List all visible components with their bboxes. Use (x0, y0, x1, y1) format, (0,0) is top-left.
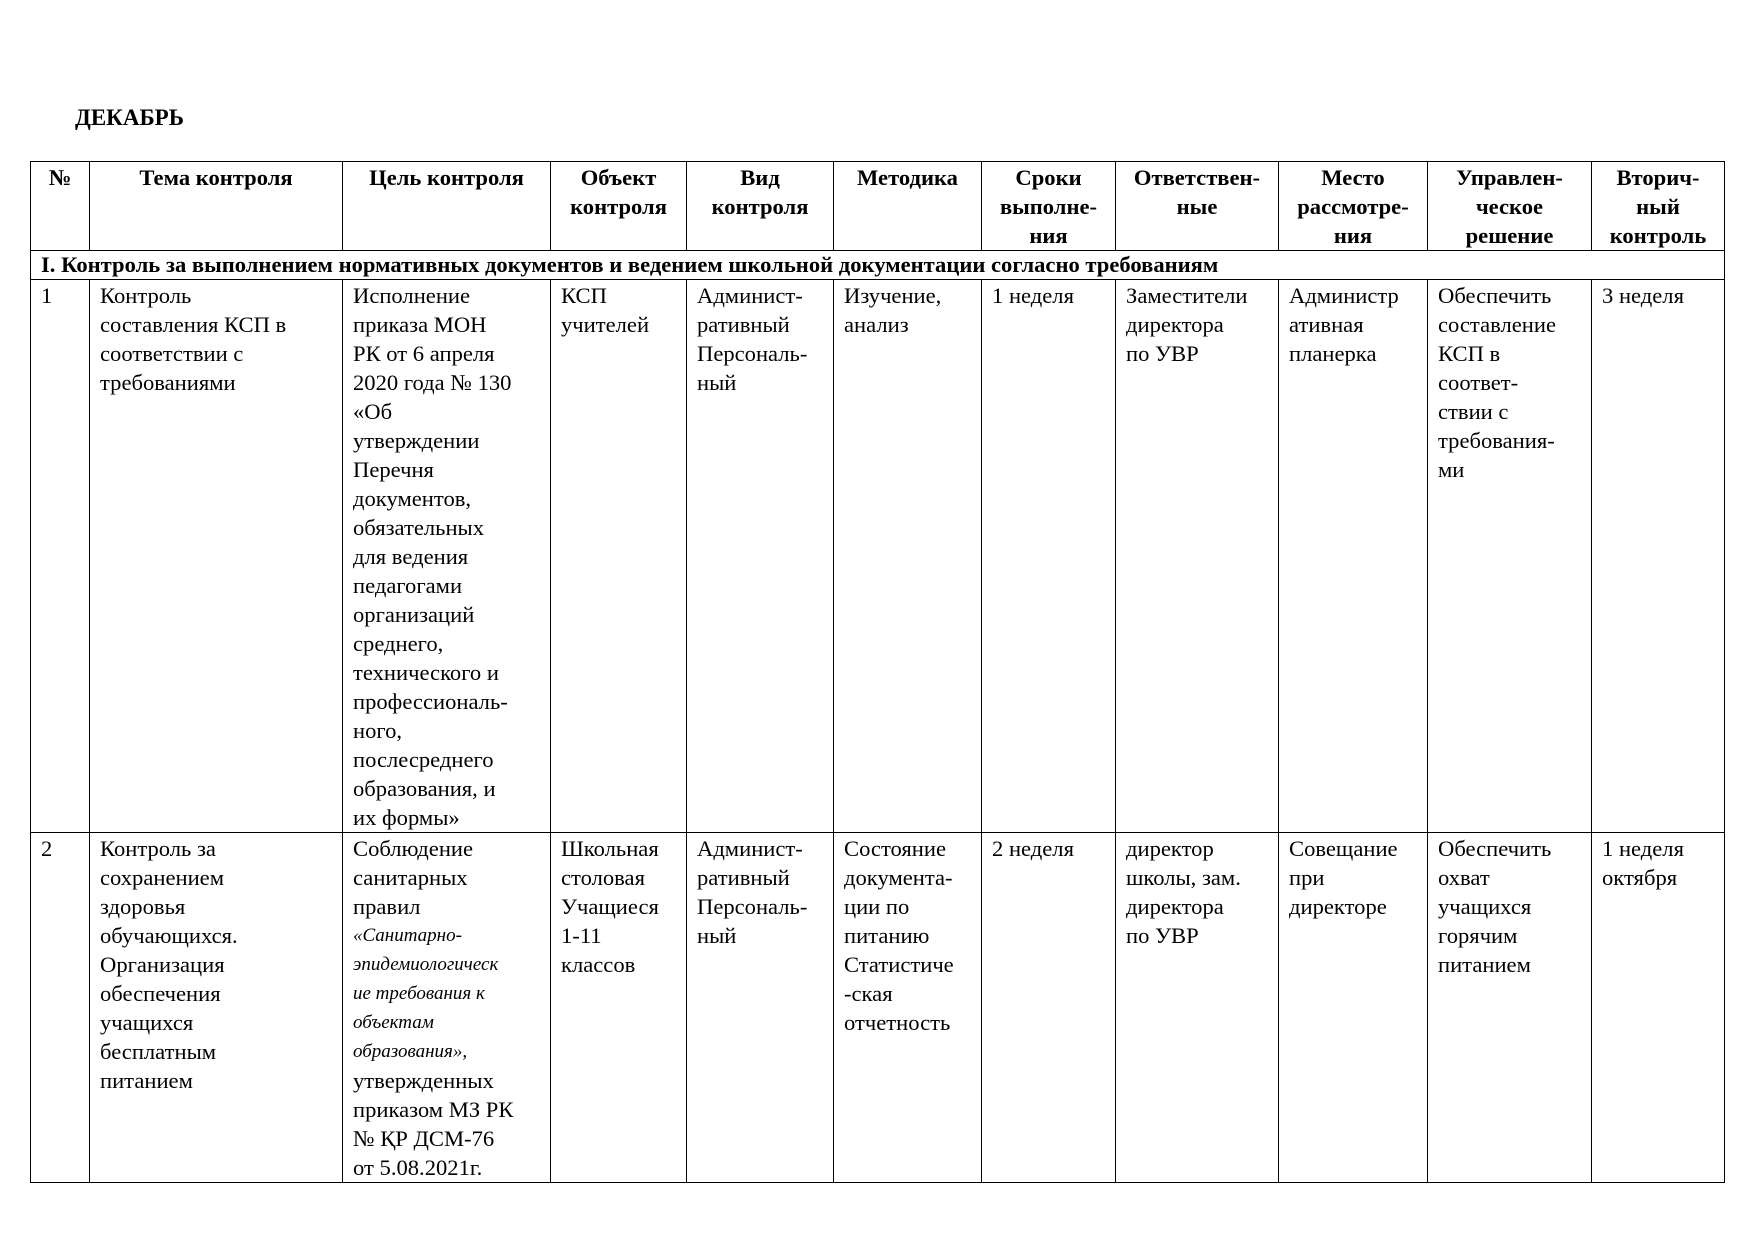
cell-line: отчетность (844, 1010, 951, 1035)
column-header-decision (1428, 162, 1592, 251)
cell-line: приказа МОН (353, 312, 487, 337)
column-header-object (551, 162, 687, 251)
cell-line: санитарных (353, 865, 468, 890)
cell-line: питанием (1438, 952, 1531, 977)
cell-line: 3 неделя (1602, 283, 1684, 308)
cell-line: документов, (353, 486, 472, 511)
cell-decision (1428, 833, 1592, 1183)
column-header-line: ный (1636, 194, 1680, 219)
cell-num (31, 280, 90, 833)
cell-line: организаций (353, 602, 475, 627)
cell-line: питанием (100, 1068, 193, 1093)
cell-topic (90, 280, 343, 833)
column-header-line: контроль (1609, 223, 1707, 248)
table-header-row (31, 162, 1725, 251)
column-header-line: ческое (1475, 194, 1544, 219)
cell-line: здоровья (100, 894, 186, 919)
column-header-deadline (982, 162, 1116, 251)
cell-deadline (982, 833, 1116, 1183)
cell-secondary (1592, 833, 1725, 1183)
cell-line: образования», (353, 1041, 468, 1062)
column-header-responsible (1116, 162, 1279, 251)
column-header-line: Тема контроля (139, 165, 293, 190)
cell-line: директоре (1289, 894, 1387, 919)
cell-line: ции по (844, 894, 910, 919)
cell-line: Перечня (353, 457, 434, 482)
cell-line: учащихся (100, 1010, 194, 1035)
cell-line: КСП в (1438, 341, 1501, 366)
cell-line: документа- (844, 865, 953, 890)
cell-line: от 5.08.2021г. (353, 1155, 483, 1180)
cell-object (551, 833, 687, 1183)
cell-line: 2 неделя (992, 836, 1074, 861)
cell-line: 1 неделя (992, 283, 1074, 308)
cell-line: образования, и (353, 776, 496, 801)
cell-line: эпидемиологическ (353, 954, 499, 975)
cell-line: ративный (697, 865, 790, 890)
column-header-venue (1279, 162, 1428, 251)
cell-responsible (1116, 280, 1279, 833)
cell-line: для ведения (353, 544, 469, 569)
cell-line: ный (697, 370, 737, 395)
cell-line: требования- (1438, 428, 1555, 453)
cell-line: Обеспечить (1438, 283, 1552, 308)
cell-line: Совещание (1289, 836, 1398, 861)
cell-line: объектам (353, 1012, 434, 1033)
cell-line: технического и (353, 660, 499, 685)
cell-line: утвержденных (353, 1068, 494, 1093)
cell-responsible (1116, 833, 1279, 1183)
cell-deadline (982, 280, 1116, 833)
column-header-line: Вторич- (1616, 165, 1700, 190)
cell-line: Организация (100, 952, 225, 977)
cell-method (834, 833, 982, 1183)
cell-line: обеспечения (100, 981, 221, 1006)
cell-method (834, 280, 982, 833)
cell-line: Контроль (100, 283, 192, 308)
cell-line: директор (1126, 836, 1214, 861)
column-header-method (834, 162, 982, 251)
column-header-line: решение (1465, 223, 1554, 248)
column-header-secondary (1592, 162, 1725, 251)
control-plan-table (30, 161, 1725, 1183)
cell-line: Персональ- (697, 341, 808, 366)
cell-line: педагогами (353, 573, 463, 598)
cell-line: сохранением (100, 865, 225, 890)
cell-line: Персональ- (697, 894, 808, 919)
cell-line: послесреднего (353, 747, 494, 772)
cell-line: среднего, (353, 631, 444, 656)
cell-line: ативная (1289, 312, 1364, 337)
column-header-line: ния (1333, 223, 1373, 248)
column-header-line: контроля (711, 194, 809, 219)
column-header-line: ния (1029, 223, 1068, 248)
column-header-line: Место (1321, 165, 1385, 190)
cell-line: РК от 6 апреля (353, 341, 495, 366)
cell-line: горячим (1438, 923, 1518, 948)
cell-line: Админист- (697, 836, 803, 861)
cell-line: «Об (353, 399, 393, 424)
cell-line: Статистиче (844, 952, 954, 977)
cell-line: Админист- (697, 283, 803, 308)
cell-line: составления КСП в (100, 312, 287, 337)
cell-line: директора (1126, 312, 1224, 337)
column-header-line: контроля (570, 194, 667, 219)
cell-line: ного, (353, 718, 403, 743)
cell-line: «Санитарно- (353, 925, 462, 946)
column-header-line: Цель контроля (369, 165, 524, 190)
cell-line: директора (1126, 894, 1224, 919)
cell-line: анализ (844, 312, 909, 337)
cell-line: Обеспечить (1438, 836, 1552, 861)
cell-line: Соблюдение (353, 836, 474, 861)
cell-line: Учащиеся (561, 894, 659, 919)
cell-line: № ҚР ДСМ-76 (353, 1126, 495, 1151)
cell-line: утверждении (353, 428, 480, 453)
cell-line: 1-11 (561, 923, 602, 948)
cell-line: Администр (1289, 283, 1399, 308)
cell-venue (1279, 280, 1428, 833)
cell-line: ративный (697, 312, 790, 337)
table-row (31, 833, 1725, 1183)
cell-line: требованиями (100, 370, 236, 395)
cell-line: при (1289, 865, 1325, 890)
cell-line: ие требования к (353, 983, 485, 1004)
cell-line: бесплатным (100, 1039, 217, 1064)
cell-line: соответ- (1438, 370, 1519, 395)
cell-line: 2 (41, 836, 53, 861)
column-header-line: ные (1176, 194, 1218, 219)
cell-line: обучающихся. (100, 923, 238, 948)
cell-line: октября (1602, 865, 1678, 890)
cell-goal (343, 833, 551, 1183)
cell-line: планерка (1289, 341, 1377, 366)
cell-line: по УВР (1126, 923, 1199, 948)
table-row (31, 280, 1725, 833)
cell-line: учителей (561, 312, 650, 337)
column-header-type (687, 162, 834, 251)
cell-line: Исполнение (353, 283, 471, 308)
cell-type (687, 833, 834, 1183)
column-header-line: Объект (580, 165, 657, 190)
cell-secondary (1592, 280, 1725, 833)
cell-line: составление (1438, 312, 1556, 337)
cell-line: 1 (41, 283, 53, 308)
cell-line: столовая (561, 865, 645, 890)
cell-line: приказом МЗ РК (353, 1097, 514, 1122)
cell-line: соответствии с (100, 341, 244, 366)
cell-line: ми (1438, 457, 1465, 482)
cell-line: Состояние (844, 836, 947, 861)
cell-goal (343, 280, 551, 833)
cell-line: КСП (561, 283, 607, 308)
cell-line: профессиональ- (353, 689, 508, 714)
column-header-line: выполне- (999, 194, 1098, 219)
cell-decision (1428, 280, 1592, 833)
column-header-line: Сроки (1015, 165, 1082, 190)
cell-line: обязательных (353, 515, 485, 540)
document-title: ДЕКАБРЬ (75, 105, 184, 130)
cell-line: школы, зам. (1126, 865, 1241, 890)
column-header-line: Вид (740, 165, 780, 190)
cell-venue (1279, 833, 1428, 1183)
cell-line: охват (1438, 865, 1490, 890)
column-header-num (31, 162, 90, 251)
cell-line: их формы» (353, 805, 460, 830)
cell-line: по УВР (1126, 341, 1199, 366)
section-title: I. Контроль за выполнением нормативных документов и ведением школьной документации согласно требованиям (31, 251, 1725, 280)
cell-line: Контроль за (100, 836, 216, 861)
cell-line: -ская (844, 981, 893, 1006)
cell-line: Заместители (1126, 283, 1248, 308)
cell-line: 1 неделя (1602, 836, 1684, 861)
cell-line: Изучение, (844, 283, 942, 308)
cell-line: питанию (844, 923, 930, 948)
cell-num (31, 833, 90, 1183)
cell-line: 2020 года № 130 (353, 370, 512, 395)
column-header-line: Методика (857, 165, 958, 190)
cell-line: учащихся (1438, 894, 1532, 919)
cell-topic (90, 833, 343, 1183)
column-header-topic (90, 162, 343, 251)
section-row (31, 251, 1725, 280)
cell-line: классов (561, 952, 636, 977)
cell-line: ный (697, 923, 737, 948)
column-header-line: № (48, 165, 72, 190)
cell-line: ствии с (1438, 399, 1509, 424)
column-header-line: Ответствен- (1133, 165, 1261, 190)
column-header-line: Управлен- (1456, 165, 1563, 190)
cell-type (687, 280, 834, 833)
column-header-goal (343, 162, 551, 251)
cell-line: Школьная (561, 836, 659, 861)
column-header-line: рассмотре- (1297, 194, 1409, 219)
cell-line: правил (353, 894, 421, 919)
cell-object (551, 280, 687, 833)
